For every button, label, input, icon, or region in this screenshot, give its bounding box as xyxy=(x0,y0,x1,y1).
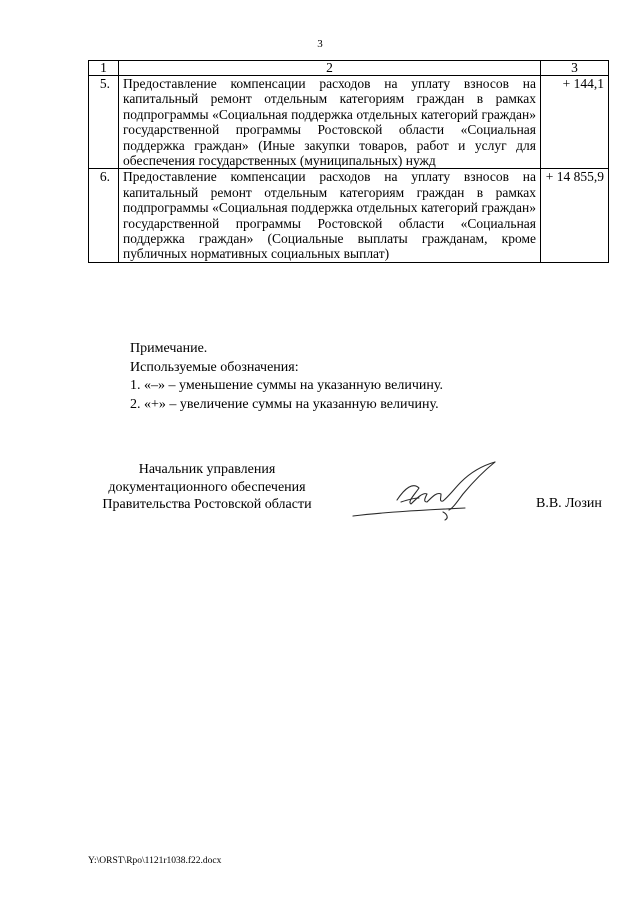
signer-name: В.В. Лозин xyxy=(536,496,602,511)
table-row xyxy=(89,169,609,262)
budget-changes-table xyxy=(88,60,609,263)
row-value: + 14 855,9 xyxy=(541,169,609,262)
row-number: 5. xyxy=(89,76,119,169)
row-value: + 144,1 xyxy=(541,76,609,169)
row-number: 6. xyxy=(89,169,119,262)
handwritten-signature xyxy=(345,458,510,526)
page-number: 3 xyxy=(317,38,323,50)
position-line: Правительства Ростовской области xyxy=(102,497,312,512)
footer-file-path: Y:\ORST\Rpo\1121r1038.f22.docx xyxy=(88,856,222,866)
table-row xyxy=(89,76,609,169)
notes-item: 1. «–» – уменьшение суммы на указанную величину. xyxy=(130,378,443,393)
position-line: документационного обеспечения xyxy=(108,479,306,495)
header-col-2: 2 xyxy=(119,61,541,76)
notes-section xyxy=(130,340,550,414)
row-description: Предоставление компенсации расходов на уплату взносов на капитальный ремонт отдельным категориям граждан в рамках подпрограммы «Социальная поддержка отдельных категорий граждан» государственной программы Ростовской области «Социальная поддержка граждан» (Иные закупки товаров, работ и услуг для обеспечения государственных (муниципальных) нужд xyxy=(119,76,541,169)
notes-title: Примечание. xyxy=(130,341,208,356)
notes-subtitle: Используемые обозначения: xyxy=(130,359,299,375)
position-line: Начальник управления xyxy=(138,462,276,477)
signer-position xyxy=(84,461,330,514)
header-col-1: 1 xyxy=(89,61,119,76)
table-header-row xyxy=(89,61,609,76)
row-description: Предоставление компенсации расходов на уплату взносов на капитальный ремонт отдельным категориям граждан в рамках подпрограммы «Социальная поддержка отдельных категорий граждан» государственной программы Ростовской области «Социальная поддержка граждан» (Социальные выплаты гражданам, кроме публичных нормативных социальных выплат) xyxy=(119,169,541,262)
notes-item: 2. «+» – увеличение суммы на указанную величину. xyxy=(130,396,439,412)
header-col-3: 3 xyxy=(541,61,609,76)
